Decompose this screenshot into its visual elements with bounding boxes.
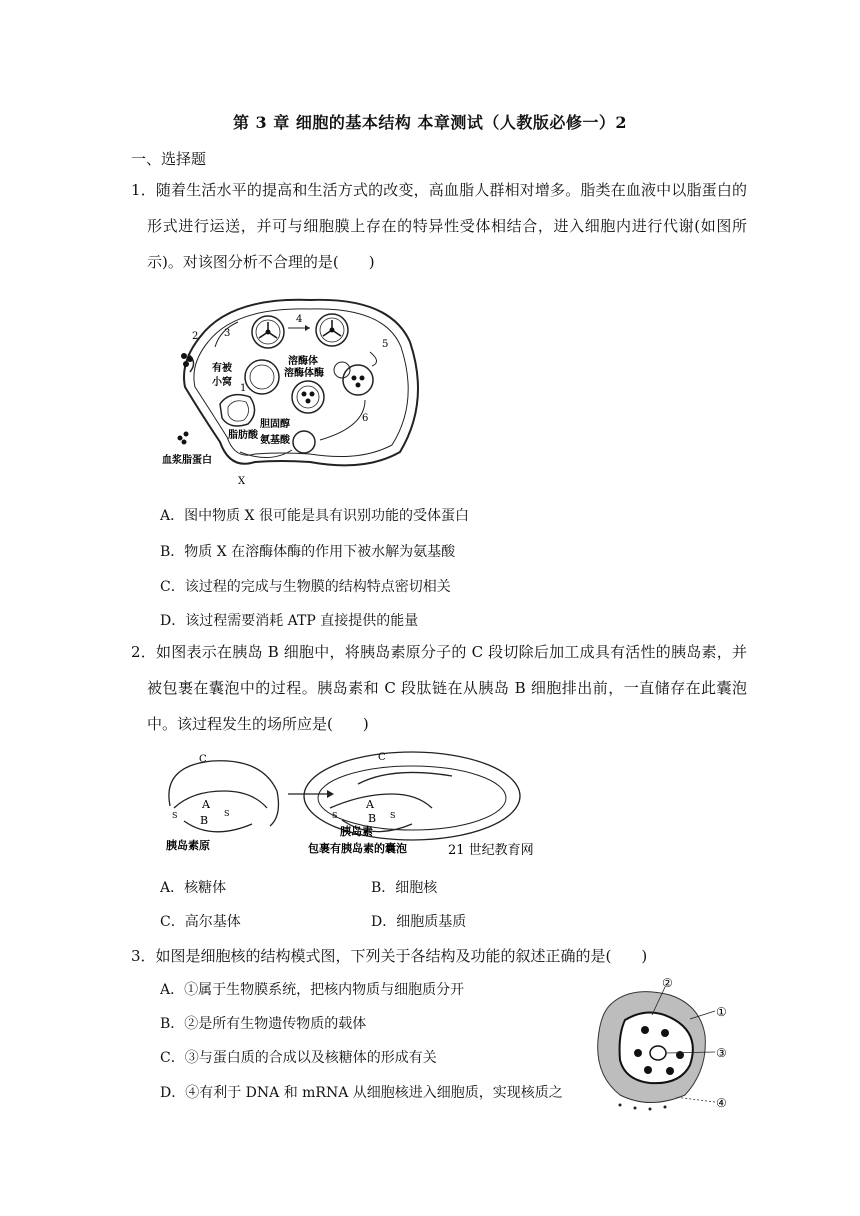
page-title: 第 3 章 细胞的基本结构 本章测试（人教版必修一）2	[232, 113, 628, 132]
q2-figure-insulin	[152, 746, 542, 858]
fig1-label-4: 4	[296, 314, 303, 325]
fig1-label-5: 5	[382, 339, 389, 350]
fig1-label-6: 6	[362, 413, 369, 424]
fig1-label-xiaowo: 小窝	[212, 377, 232, 388]
fig2-label-s4: S	[390, 811, 396, 820]
fig1-label-2: 2	[192, 331, 199, 342]
fig2-label-b-left: B	[200, 814, 209, 827]
q3-option-a[interactable]: A．①属于生物膜系统，把核内物质与细胞质分开	[160, 982, 465, 998]
fig1-label-1: 1	[240, 383, 247, 394]
q3-figure-nucleus	[590, 975, 740, 1115]
fig2-label-a-right: A	[366, 798, 374, 811]
question-2-text: 2．如图表示在胰岛 B 细胞中，将胰岛素原分子的 C 段切除后加工成具有活性的胰岛素，并被包裹在囊泡中的过程。胰岛素和 C 段肽链在从胰岛 B 细胞排出前，一直储存在此囊泡中。该过程发生的场所应是( )	[131, 643, 747, 733]
q3-option-b[interactable]: B．②是所有生物遗传物质的载体	[160, 1016, 367, 1032]
fig2-label-insulin: 胰岛素	[340, 825, 373, 838]
question-3-text: 3．如图是细胞核的结构模式图，下列关于各结构及功能的叙述正确的是( )	[131, 947, 648, 965]
fig1-label-fatty-acid: 脂肪酸	[228, 430, 258, 441]
fig1-label-lysosome-enzyme: 溶酶体酶	[284, 368, 324, 379]
fig2-label-b-right: B	[368, 812, 377, 825]
fig1-label-cholesterol: 胆固醇	[260, 419, 290, 430]
q1-option-b[interactable]: B．物质 X 在溶酶体酶的作用下被水解为氨基酸	[160, 544, 456, 560]
fig2-label-s3: S	[332, 811, 338, 820]
q2-option-b[interactable]: B．细胞核	[371, 880, 438, 896]
fig3-label-4: ④	[716, 1096, 727, 1110]
q1-option-d[interactable]: D．该过程需要消耗 ATP 直接提供的能量	[160, 613, 419, 629]
q2-option-d[interactable]: D．细胞质基质	[371, 914, 467, 930]
q1-option-c[interactable]: C．该过程的完成与生物膜的结构特点密切相关	[160, 579, 451, 595]
fig1-label-plasma-lipoprotein: 血浆脂蛋白	[162, 455, 212, 466]
fig1-label-x: X	[238, 476, 246, 487]
fig2-caption-left: 胰岛素原	[166, 839, 210, 852]
q1-figure-endocytosis	[160, 292, 430, 492]
fig1-label-youbei: 有被	[212, 363, 232, 374]
fig3-label-2: ②	[662, 976, 673, 990]
question-1-text: 1．随着生活水平的提高和生活方式的改变，高血脂人群相对增多。脂类在血液中以脂蛋白的形式进行运送，并可与细胞膜上存在的特异性受体相结合，进入细胞内进行代谢(如图所示)。对该图分析不合理的是( )	[131, 181, 747, 271]
fig2-label-c-right: C	[378, 752, 386, 763]
fig2-label-a-left: A	[202, 798, 210, 811]
fig1-label-lysosome: 溶酶体	[288, 356, 318, 367]
section-heading: 一、选择题	[131, 150, 207, 168]
q3-option-d[interactable]: D．④有利于 DNA 和 mRNA 从细胞核进入细胞质，实现核质之	[160, 1085, 563, 1101]
watermark: 21 世纪教育网	[448, 843, 534, 858]
q2-option-c[interactable]: C．高尔基体	[160, 914, 241, 930]
fig2-label-s1: S	[172, 811, 178, 820]
fig1-label-amino-acid: 氨基酸	[260, 435, 290, 446]
fig2-label-c-left: C	[199, 754, 207, 765]
fig2-caption-right: 包裹有胰岛素的囊泡	[308, 842, 407, 855]
fig3-label-3: ③	[716, 1046, 727, 1060]
q3-option-c[interactable]: C．③与蛋白质的合成以及核糖体的形成有关	[160, 1050, 437, 1066]
q2-option-a[interactable]: A．核糖体	[160, 880, 227, 896]
q1-option-a[interactable]: A．图中物质 X 很可能是具有识别功能的受体蛋白	[160, 508, 469, 524]
fig3-label-1: ①	[716, 1005, 727, 1019]
fig2-label-s2: S	[224, 809, 230, 818]
fig1-label-3: 3	[224, 328, 231, 339]
